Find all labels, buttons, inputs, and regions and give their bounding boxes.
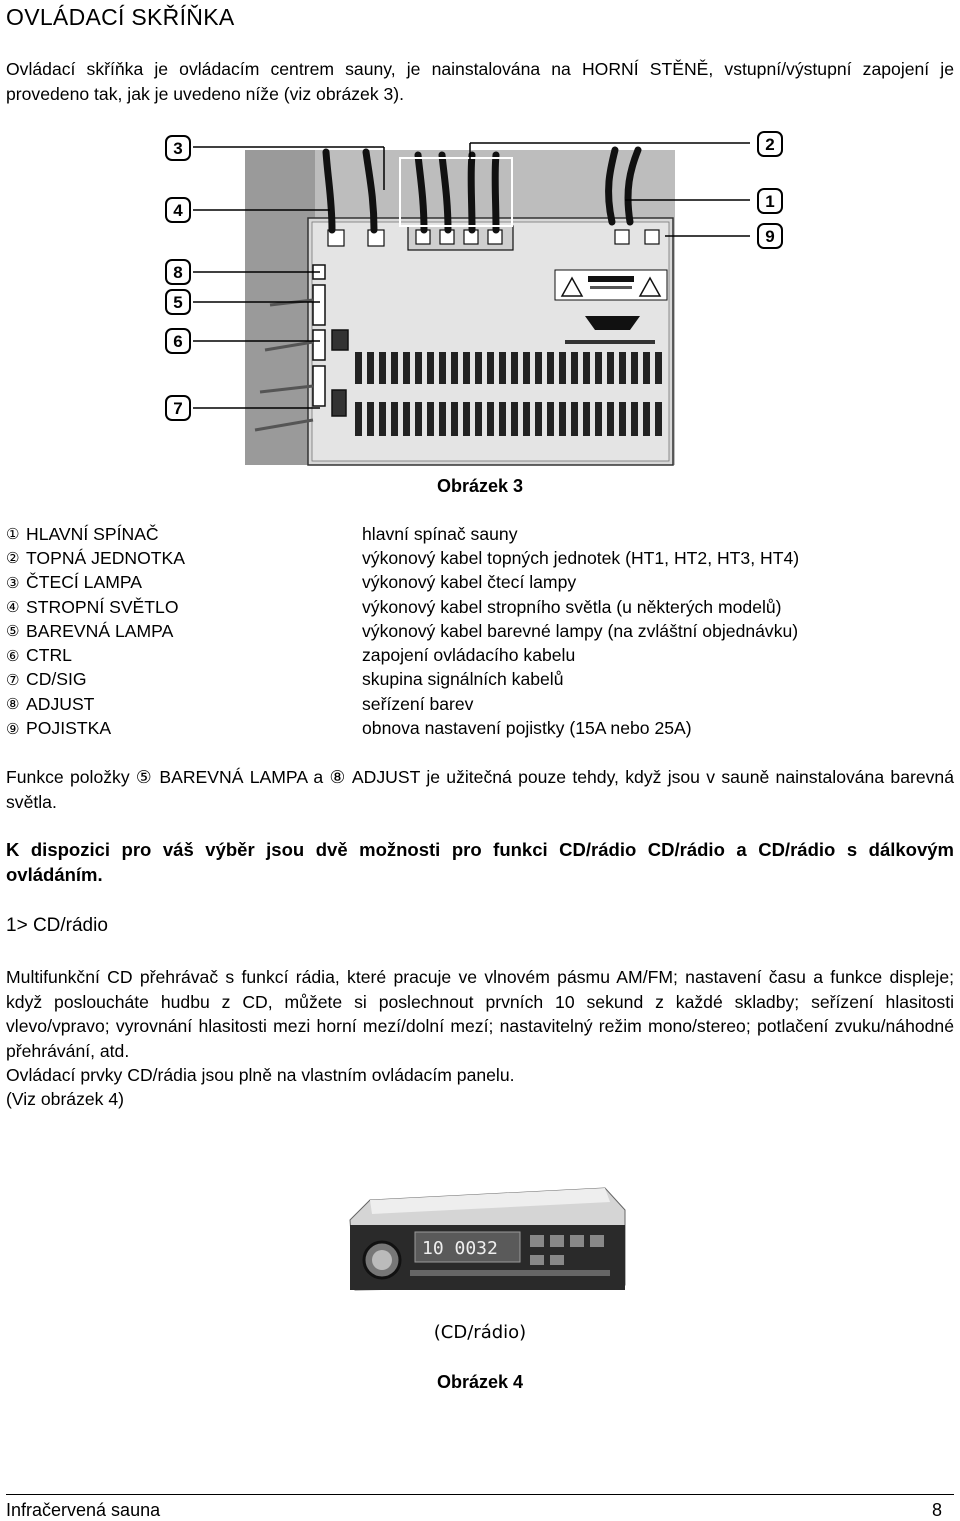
see-figure-4: (Viz obrázek 4)	[6, 1089, 124, 1109]
list-item	[6, 716, 954, 740]
component-list	[6, 522, 954, 741]
cd-radio-illustration	[340, 1180, 630, 1300]
item-description: hlavní spínač sauny	[362, 523, 518, 544]
list-item	[6, 619, 954, 643]
figure-3	[160, 130, 800, 475]
color-lamp-note: Funkce položky ⑤ BAREVNÁ LAMPA a ⑧ ADJUST je užitečná pouze tehdy, když jsou v sauně nainstalována barevná světla.	[6, 767, 954, 812]
display-text: 10 0032	[422, 1238, 498, 1259]
badge-label: 5	[173, 293, 183, 312]
badge-label: 9	[765, 227, 775, 246]
footer-title: Infračervená sauna	[6, 1500, 161, 1520]
controls-line: Ovládací prvky CD/rádia jsou plně na vlastním ovládacím panelu.	[6, 1065, 515, 1085]
figure-3-caption: Obrázek 3	[436, 476, 524, 496]
item-term: BAREVNÁ LAMPA	[26, 620, 174, 641]
item-number: ①	[6, 525, 20, 544]
callout-badge-3	[165, 135, 191, 161]
list-item	[6, 546, 954, 570]
item-term: ADJUST	[26, 693, 95, 714]
figure-4-inner-label: (CD/rádio)	[433, 1322, 527, 1343]
item-description: výkonový kabel barevné lampy (na zvláštní objednávku)	[362, 620, 799, 641]
cd-radio-description: Multifunkční CD přehrávač s funkcí rádia, které pracuje ve vlnovém pásmu AM/FM; nastavení času a funkce displeje; když posloucháte hudbu z CD, můžete si poslechnout prvních 10 sekund z každé skladby; seřízení hlasitosti vlevo/vpravo; vyrovnání hlasitosti mezi horní mezí/dolní mezí; nastavitelný režim mono/stereo; potlačení zvuku/náhodné přehrávání, atd.	[6, 967, 954, 1061]
badge-label: 8	[173, 263, 183, 282]
list-item	[6, 571, 954, 595]
item-description: zapojení ovládacího kabelu	[362, 645, 576, 666]
list-item	[6, 643, 954, 667]
item-number: ⑤	[6, 622, 20, 641]
list-item	[6, 668, 954, 692]
figure-4	[340, 1180, 630, 1300]
list-item	[6, 522, 954, 546]
page-title: OVLÁDACÍ SKŘÍŇKA	[6, 4, 235, 30]
callout-badge-6	[165, 328, 191, 354]
item-term: STROPNÍ SVĚTLO	[26, 596, 179, 617]
callout-badge-9	[757, 223, 783, 249]
badge-label: 7	[173, 399, 183, 418]
badge-label: 1	[765, 192, 775, 211]
item-term: ČTECÍ LAMPA	[26, 572, 143, 593]
page-number: 8	[931, 1500, 942, 1520]
item-number: ⑨	[6, 719, 20, 738]
item-number: ③	[6, 573, 20, 592]
item-number: ④	[6, 598, 20, 617]
item-number: ⑦	[6, 670, 20, 689]
item-number: ②	[6, 549, 20, 568]
figure-4-caption: Obrázek 4	[436, 1372, 524, 1392]
item-description: skupina signálních kabelů	[362, 669, 564, 690]
callout-badge-2	[757, 131, 783, 157]
callout-badge-1	[757, 188, 783, 214]
item-term: HLAVNÍ SPÍNAČ	[26, 523, 159, 544]
item-term: TOPNÁ JEDNOTKA	[26, 547, 186, 568]
item-term: CD/SIG	[26, 669, 87, 690]
item-description: výkonový kabel čtecí lampy	[362, 572, 577, 593]
control-box-illustration	[160, 130, 800, 475]
item-description: seřízení barev	[362, 693, 474, 714]
section-heading: 1> CD/rádio	[6, 915, 108, 936]
badge-label: 2	[765, 135, 775, 154]
item-description: výkonový kabel topných jednotek (HT1, HT2, HT3, HT4)	[362, 547, 800, 568]
callout-badge-8	[165, 259, 191, 285]
item-term: POJISTKA	[26, 718, 112, 739]
item-number: ⑧	[6, 695, 20, 714]
callout-badge-5	[165, 289, 191, 315]
list-item	[6, 595, 954, 619]
callout-badge-7	[165, 395, 191, 421]
badge-label: 6	[173, 332, 183, 351]
options-note: K dispozici pro váš výběr jsou dvě možnosti pro funkci CD/rádio CD/rádio a CD/rádio s dálkovým ovládáním.	[6, 839, 954, 885]
callout-badge-4	[165, 197, 191, 223]
item-term: CTRL	[26, 645, 72, 666]
intro-paragraph: Ovládací skříňka je ovládacím centrem sauny, je nainstalována na HORNÍ STĚNĚ, vstupní/výstupní zapojení je provedeno tak, jak je uvedeno níže (viz obrázek 3).	[6, 59, 954, 104]
item-description: obnova nastavení pojistky (15A nebo 25A)	[362, 718, 692, 739]
list-item	[6, 692, 954, 716]
item-description: výkonový kabel stropního světla (u některých modelů)	[362, 596, 782, 617]
badge-label: 3	[173, 139, 183, 158]
footer-divider	[6, 1494, 954, 1495]
badge-label: 4	[173, 201, 183, 220]
item-number: ⑥	[6, 646, 20, 665]
